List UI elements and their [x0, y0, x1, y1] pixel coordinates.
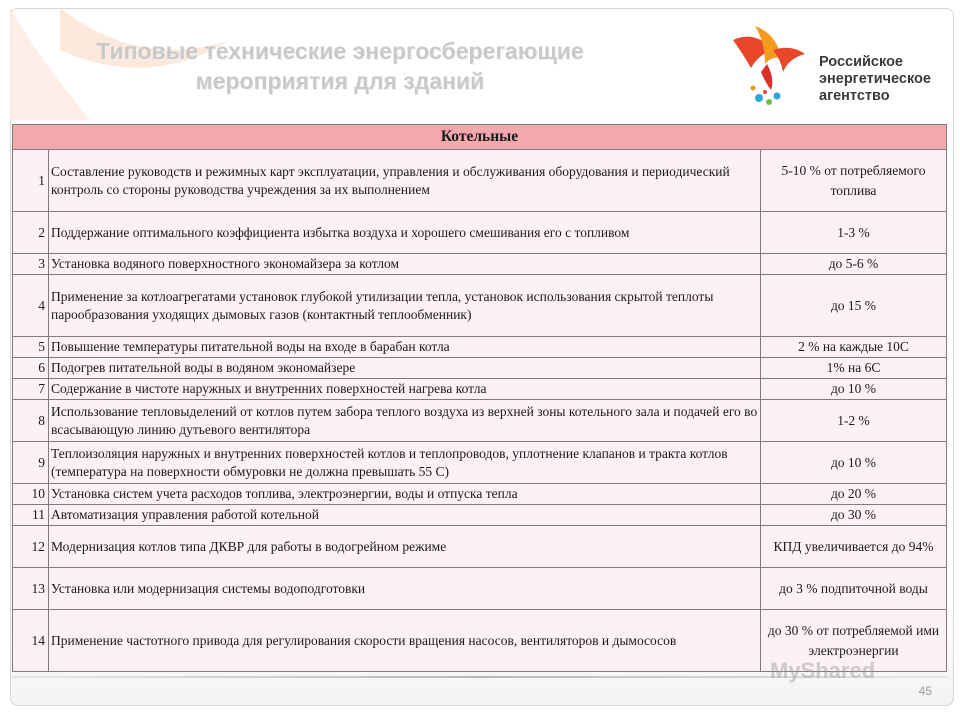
row-description: Установка или модернизация системы водоподготовки: [49, 568, 761, 610]
row-description: Использование тепловыделений от котлов путем забора теплого воздуха из верхней зоны котельного зала и подачей его во всасывающую линию дутьевого вентилятора: [49, 400, 761, 442]
table-row: [13, 400, 947, 442]
table-row: [13, 505, 947, 526]
row-description: Теплоизоляция наружных и внутренних поверхностей котлов и теплопроводов, уплотнение клапанов и тракта котлов (температура на поверхности обмуровки не должна превышать 55 С): [49, 442, 761, 484]
row-number: 6: [13, 358, 49, 379]
row-description: Составление руководств и режимных карт эксплуатации, управления и обслуживания оборудования и периодический контроль со стороны руководства учреждения за их выполнением: [49, 150, 761, 212]
table-row: [13, 254, 947, 275]
row-description: Применение частотного привода для регулирования скорости вращения насосов, вентиляторов и дымососов: [49, 610, 761, 672]
row-number: 8: [13, 400, 49, 442]
table-row: [13, 275, 947, 337]
row-description: Автоматизация управления работой котельной: [49, 505, 761, 526]
row-value: до 20 %: [761, 484, 947, 505]
row-number: 5: [13, 337, 49, 358]
logo-line: Российское: [819, 54, 903, 70]
row-number: 13: [13, 568, 49, 610]
firebird-logo-icon: [725, 20, 817, 112]
row-value: 2 % на каждые 10С: [761, 337, 947, 358]
row-value: до 15 %: [761, 275, 947, 337]
row-description: Подогрев питательной воды в водяном экономайзере: [49, 358, 761, 379]
row-number: 7: [13, 379, 49, 400]
row-value: до 30 %: [761, 505, 947, 526]
row-value: до 10 %: [761, 379, 947, 400]
row-description: Применение за котлоагрегатами установок глубокой утилизации тепла, установок использования скрытой теплоты парообразования уходящих дымовых газов (контактный теплообменник): [49, 275, 761, 337]
energy-saving-table: [12, 124, 947, 672]
row-number: 11: [13, 505, 49, 526]
row-description: Установка водяного поверхностного экономайзера за котлом: [49, 254, 761, 275]
page-number: 45: [918, 684, 932, 698]
table-row: [13, 212, 947, 254]
row-value: 1% на 6С: [761, 358, 947, 379]
row-value: 5-10 % от потребляемого топлива: [761, 150, 947, 212]
table-row: [13, 442, 947, 484]
row-value: до 3 % подпиточной воды: [761, 568, 947, 610]
logo-text: [819, 54, 931, 105]
title-line: мероприятия для зданий: [195, 68, 485, 94]
row-number: 14: [13, 610, 49, 672]
row-number: 10: [13, 484, 49, 505]
row-value: КПД увеличивается до 94%: [761, 526, 947, 568]
title-line: Типовые технические энергосберегающие: [96, 38, 584, 64]
row-number: 9: [13, 442, 49, 484]
row-value: до 30 % от потребляемой ими электроэнергии: [761, 610, 947, 672]
table-row: [13, 337, 947, 358]
row-value: до 5-6 %: [761, 254, 947, 275]
row-description: Поддержание оптимального коэффициента избытка воздуха и хорошего смешивания его с топливом: [49, 212, 761, 254]
table-row: [13, 150, 947, 212]
row-value: до 10 %: [761, 442, 947, 484]
logo-line: энергетическое: [819, 71, 931, 87]
table-row: [13, 526, 947, 568]
row-description: Содержание в чистоте наружных и внутренних поверхностей нагрева котла: [49, 379, 761, 400]
row-description: Повышение температуры питательной воды на входе в барабан котла: [49, 337, 761, 358]
table-row: [13, 358, 947, 379]
row-number: 1: [13, 150, 49, 212]
row-description: Установка систем учета расходов топлива, электроэнергии, воды и отпуска тепла: [49, 484, 761, 505]
row-number: 3: [13, 254, 49, 275]
table-row: [13, 484, 947, 505]
row-value: 1-3 %: [761, 212, 947, 254]
table-row: [13, 379, 947, 400]
row-value: 1-2 %: [761, 400, 947, 442]
slide-title: [60, 36, 620, 96]
table-row: [13, 568, 947, 610]
logo-line: агентство: [819, 88, 890, 104]
watermark: MyShared: [770, 658, 876, 683]
row-number: 2: [13, 212, 49, 254]
row-description: Модернизация котлов типа ДКВР для работы в водогрейном режиме: [49, 526, 761, 568]
row-number: 4: [13, 275, 49, 337]
table-header: Котельные: [13, 125, 947, 150]
row-number: 12: [13, 526, 49, 568]
